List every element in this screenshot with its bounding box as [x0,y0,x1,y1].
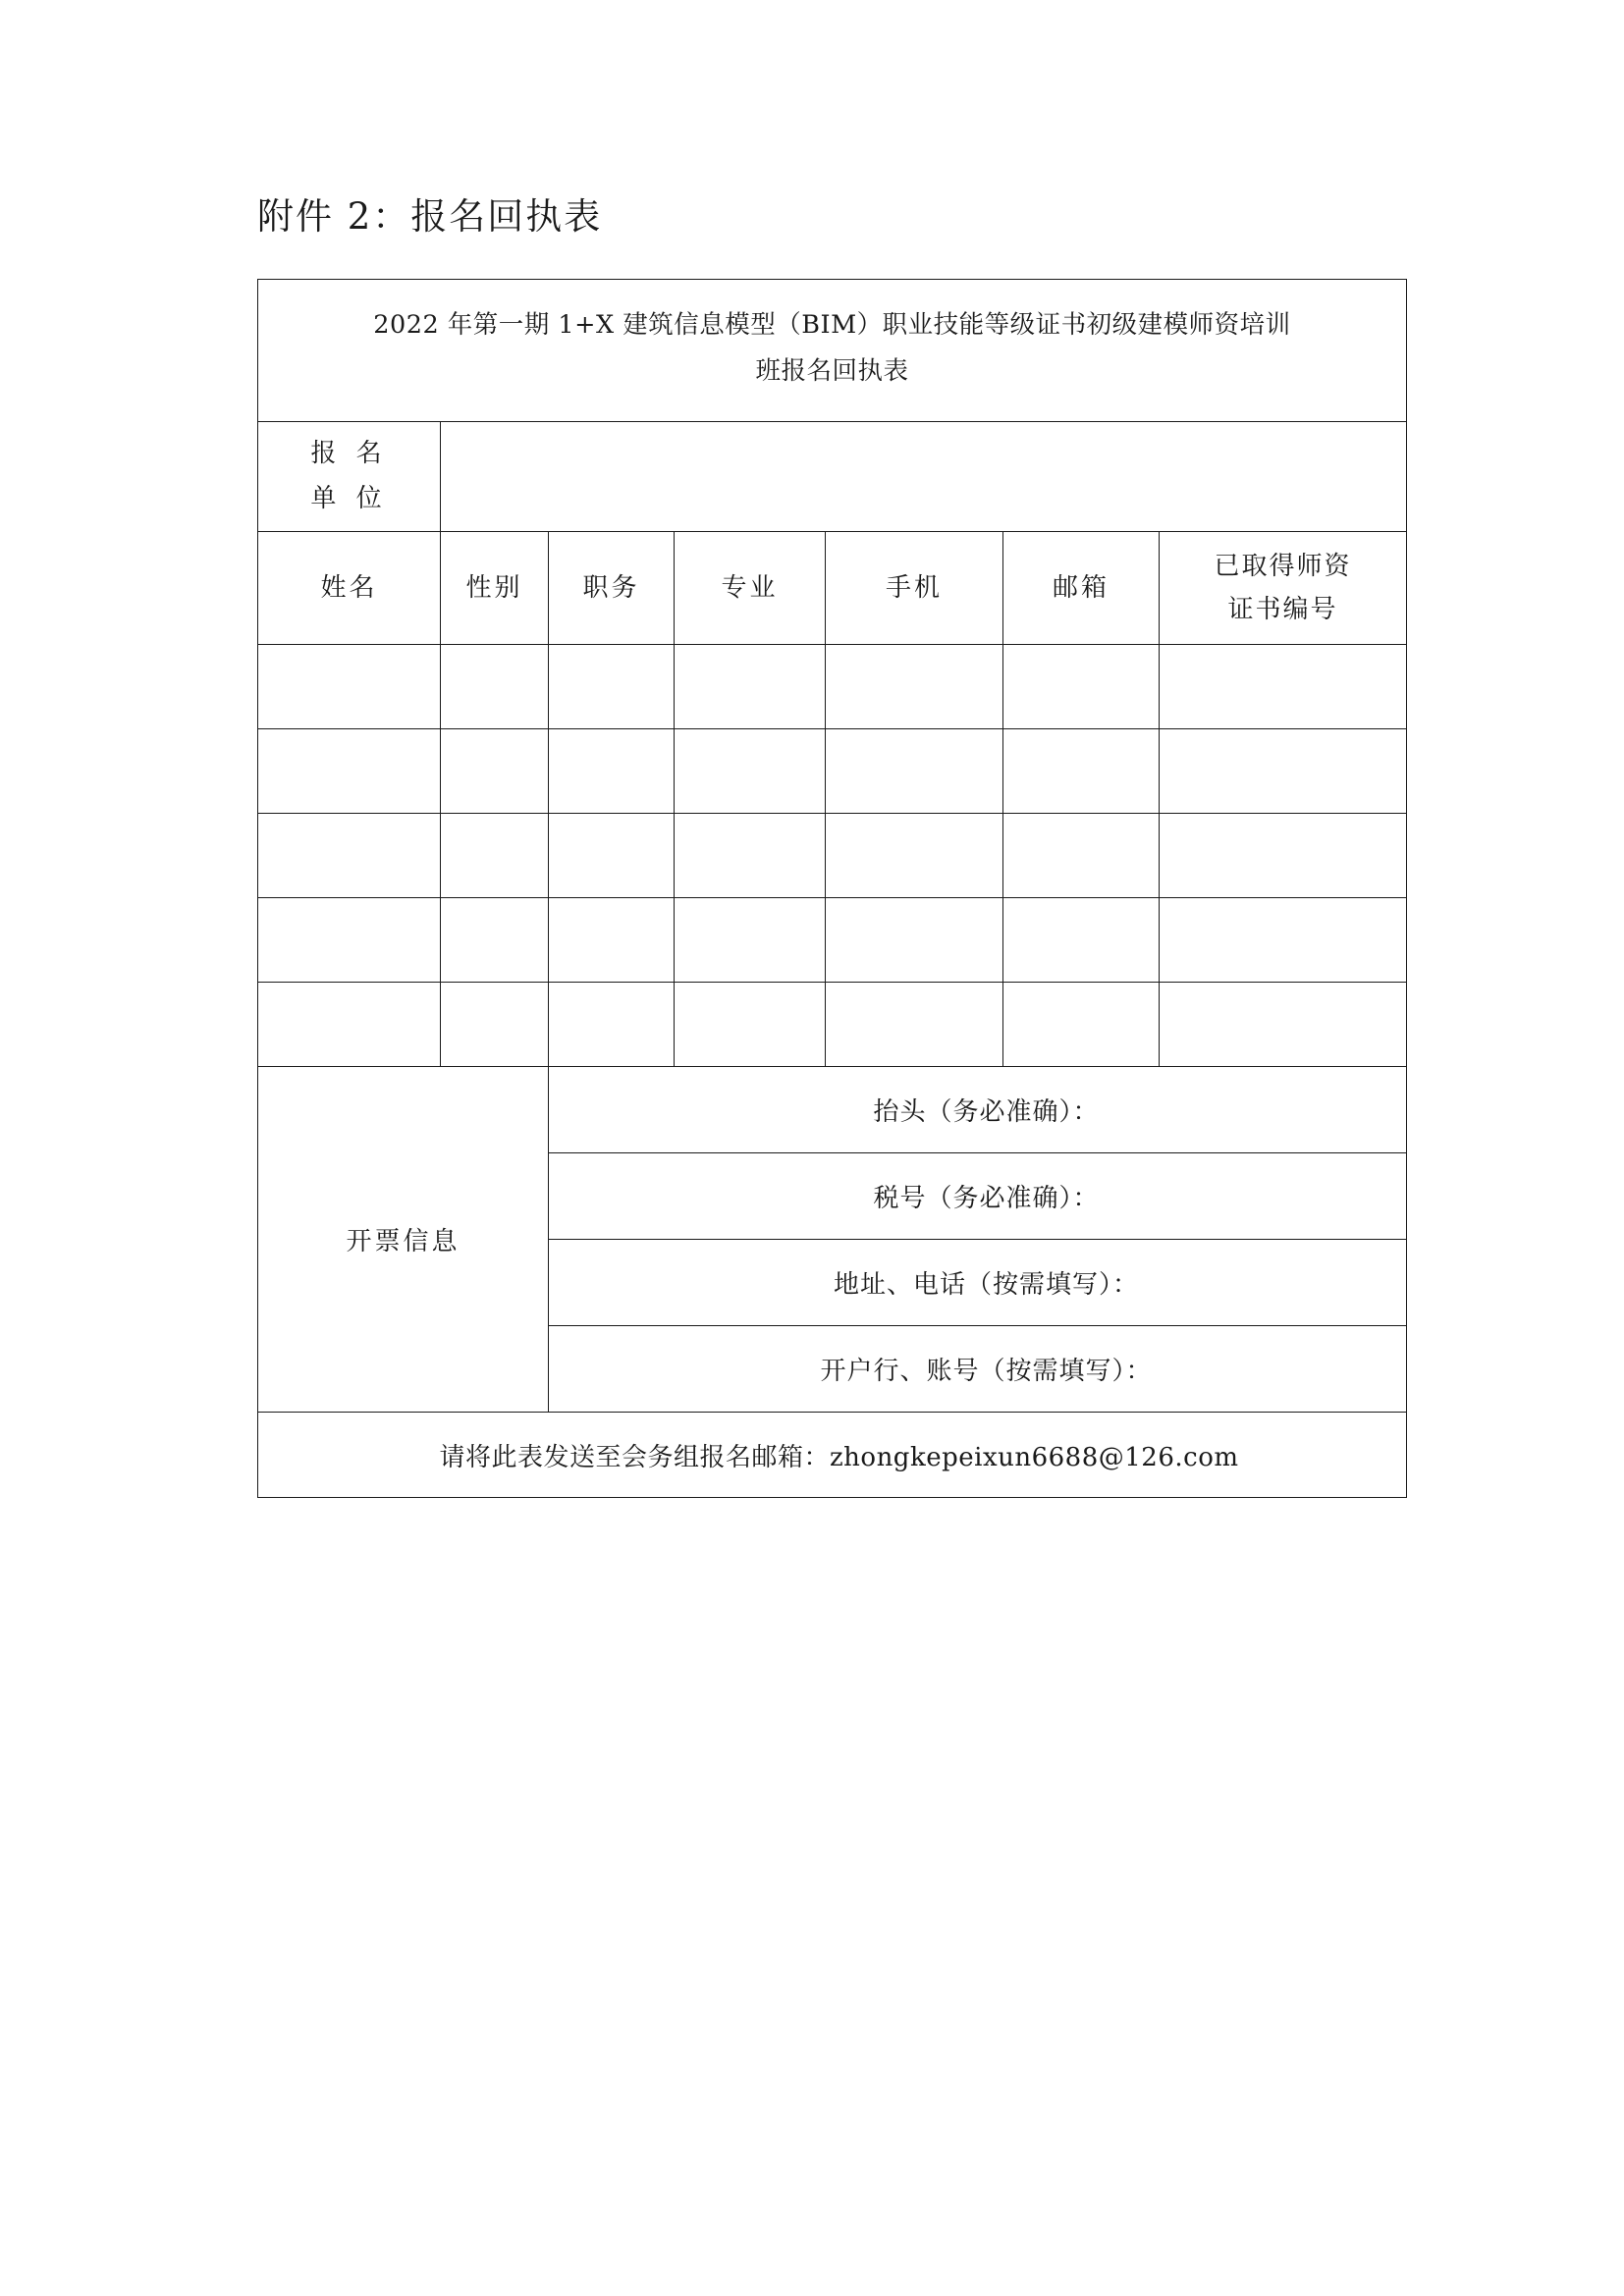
cell-email[interactable] [1003,729,1160,814]
cell-email[interactable] [1003,898,1160,983]
table-title-line-1: 2022 年第一期 1+X 建筑信息模型（BIM）职业技能等级证书初级建模师资培训 [373,309,1291,340]
cell-email[interactable] [1003,645,1160,729]
cell-position[interactable] [549,645,675,729]
column-header-certificate-number [1160,532,1407,645]
table-row [258,898,1407,983]
applicant-unit-label-line-1: 报 名 [310,439,388,468]
footer-note-row [258,1413,1407,1498]
table-row [258,645,1407,729]
cell-certificate-number[interactable] [1160,645,1407,729]
column-header-name: 姓名 [258,532,441,645]
cell-mobile[interactable] [826,983,1003,1067]
cell-gender[interactable] [441,729,549,814]
table-row [258,983,1407,1067]
invoice-tax-number-field[interactable]: 税号（务必准确）： [549,1153,1407,1240]
applicant-unit-input[interactable] [441,422,1407,532]
column-header-gender: 性别 [441,532,549,645]
cell-position[interactable] [549,983,675,1067]
registration-receipt-table [257,279,1407,1498]
cell-gender[interactable] [441,814,549,898]
cell-certificate-number[interactable] [1160,729,1407,814]
cell-major[interactable] [675,898,826,983]
page-title: 附件 2：报名回执表 [257,195,603,238]
cell-major[interactable] [675,729,826,814]
column-header-position: 职务 [549,532,675,645]
applicant-unit-row [258,422,1407,532]
cell-gender[interactable] [441,645,549,729]
cell-gender[interactable] [441,898,549,983]
invoice-address-phone-field[interactable]: 地址、电话（按需填写）： [549,1240,1407,1326]
submission-email-note: 请将此表发送至会务组报名邮箱：zhongkepeixun6688@126.com [258,1413,1407,1498]
table-row [258,814,1407,898]
column-header-email: 邮箱 [1003,532,1160,645]
cell-major[interactable] [675,645,826,729]
cell-mobile[interactable] [826,814,1003,898]
cell-email[interactable] [1003,983,1160,1067]
table-row [258,729,1407,814]
cell-certificate-number[interactable] [1160,898,1407,983]
cell-certificate-number[interactable] [1160,814,1407,898]
cell-email[interactable] [1003,814,1160,898]
cell-mobile[interactable] [826,729,1003,814]
column-header-certificate-line-1: 已取得师资 [1214,551,1352,581]
cell-major[interactable] [675,814,826,898]
invoice-title-field[interactable]: 抬头（务必准确）： [549,1067,1407,1153]
cell-position[interactable] [549,814,675,898]
cell-name[interactable] [258,814,441,898]
column-header-major: 专业 [675,532,826,645]
cell-name[interactable] [258,983,441,1067]
column-header-row [258,532,1407,645]
invoice-info-label: 开票信息 [258,1067,549,1413]
cell-gender[interactable] [441,983,549,1067]
invoice-bank-account-field[interactable]: 开户行、账号（按需填写）： [549,1326,1407,1413]
invoice-row-title [258,1067,1407,1153]
applicant-unit-label-line-2: 单 位 [310,483,388,513]
cell-position[interactable] [549,729,675,814]
cell-position[interactable] [549,898,675,983]
cell-name[interactable] [258,729,441,814]
table-title-line-2: 班报名回执表 [755,356,909,386]
cell-certificate-number[interactable] [1160,983,1407,1067]
cell-name[interactable] [258,898,441,983]
cell-name[interactable] [258,645,441,729]
cell-mobile[interactable] [826,898,1003,983]
applicant-unit-label [258,422,441,532]
table-title-row [258,280,1407,422]
table-title-cell [258,280,1407,422]
cell-major[interactable] [675,983,826,1067]
cell-mobile[interactable] [826,645,1003,729]
column-header-certificate-line-2: 证书编号 [1227,595,1338,624]
column-header-mobile: 手机 [826,532,1003,645]
